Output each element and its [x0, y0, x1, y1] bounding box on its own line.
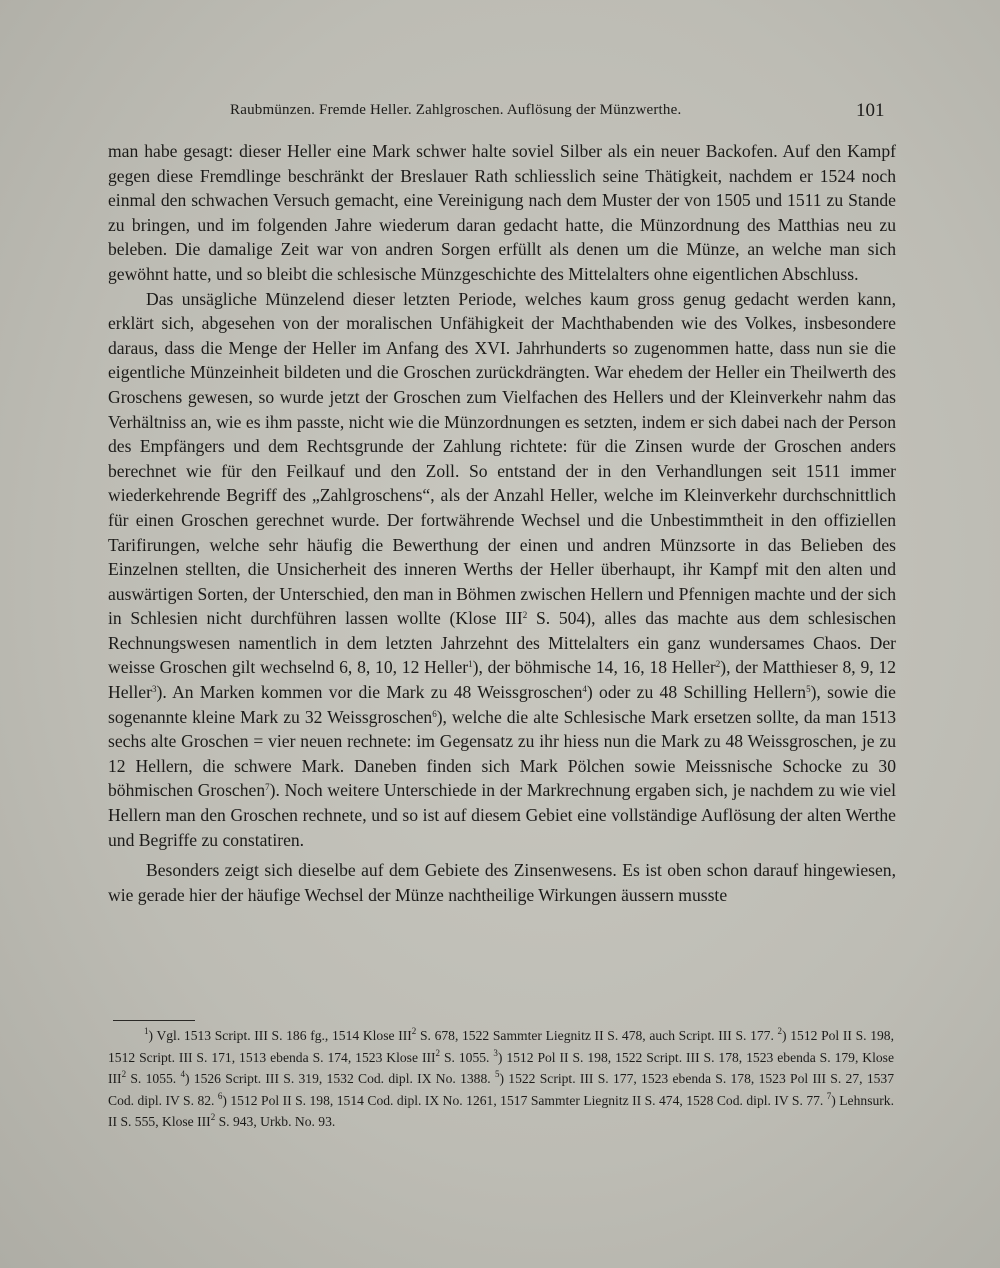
- paragraph-2-text: ). Noch weitere Unterschiede in der Markrechnung ergaben sich, je nachdem zu wie viel Hellern man den Groschen rechnete, und so ist auf diesem Gebiet eine vollständige Auflösung der alten Werthe und Begriffe zu constatiren.: [108, 780, 896, 850]
- footnote-5: ) 1522 Script. III S. 177, 1523 ebenda S. 178, 1523 Pol III S. 27, 1537 Cod. dipl. IV S. 82.: [108, 1071, 895, 1108]
- footnote-7: ) Lehnsurk. II S. 555, Klose III: [108, 1092, 894, 1130]
- footnote-2: ) 1512 Pol II S. 198, 1512 Script. III S. 171, 1513 ebenda S. 174, 1523 Klose III: [108, 1028, 894, 1065]
- paragraph-2-text: ), welche die alte Schlesische Mark ersetzen sollte, da man 1513 sechs alte Groschen = vier neuen rechnete: im Gegensatz zu ihr hiess nun die Mark zu 48 Weissgroschen, je zu 12 Hellern, die schwere Mark. Daneben finden sich Mark Pölchen sowie Meissnische Schocke zu 30 böhmischen Groschen: [108, 706, 896, 801]
- paragraph-2: [108, 287, 896, 853]
- paragraph-2-text: ), sowie die sogenannte kleine Mark zu 32 Weissgroschen: [108, 682, 896, 727]
- footnote-7-cont: S. 943, Urkb. No. 93.: [215, 1114, 336, 1130]
- paragraph-1: man habe gesagt: dieser Heller eine Mark schwer halte soviel Silber als ein neuer Backofen. Auf den Kampf gegen diese Fremdlinge beschränkt der Breslauer Rath schliesslich seine Thätigkeit, nachdem er 1524 noch einmal den schwachen Versuch gemacht, eine Vereinigung nach dem Muster der von 1505 und 1511 zu Stande zu bringen, und im folgenden Jahre wiederum daran gedacht hatte, die Münzordnung des Matthias neu zu beleben. Die damalige Zeit war von andren Sorgen erfüllt als denen um die Münze, an welche man sich gewöhnt hatte, und so bleibt die schlesische Münzgeschichte des Mittelalters ohne eigentlichen Abschluss.: [108, 141, 896, 284]
- page-number: 101: [856, 100, 885, 121]
- footnote-1: ) Vgl. 1513 Script. III S. 186 fg., 1514 Klose III: [148, 1028, 412, 1043]
- footnote-4: ) 1526 Script. III S. 319, 1532 Cod. dipl. IX No. 1388.: [184, 1071, 495, 1087]
- superscript-edition: 2: [435, 1047, 441, 1058]
- footnote-3: ) 1512 Pol II S. 198, 1522 Script. III S. 178, 1523 ebenda S. 179, Klose III: [108, 1049, 894, 1087]
- main-text: [108, 139, 896, 907]
- paragraph-2-text: S. 504), alles das machte aus dem schlesischen Rechnungswesen namentlich in dem letzten Jahrzehnt des Mittelalters ein ganz wundersames Chaos. Der weisse Groschen gilt wechselnd 6, 8, 10, 12 Heller: [108, 608, 896, 678]
- footnote-ref-2[interactable]: 2: [715, 659, 721, 670]
- superscript-edition: 2: [522, 610, 528, 621]
- footnote-ref-1[interactable]: 1: [468, 659, 473, 670]
- footnote-divider: [113, 1020, 195, 1021]
- paragraph-2-text: ), der böhmische 14, 16, 18 Heller: [472, 657, 716, 678]
- superscript-edition: 2: [210, 1112, 216, 1123]
- paragraph-2-text: ). An Marken kommen vor die Mark zu 48 Weissgroschen: [156, 682, 583, 703]
- footnote-marker-1: 1: [144, 1026, 149, 1036]
- paragraph-2-text: ), der Matthieser 8, 9, 12 Heller: [108, 657, 897, 703]
- footnote-marker-2: 2: [777, 1026, 783, 1036]
- superscript-edition: 2: [411, 1026, 417, 1036]
- footnotes: [108, 1025, 894, 1133]
- footnote-ref-7[interactable]: 7: [265, 782, 270, 793]
- paragraph-2-text: ) oder zu 48 Schilling Hellern: [586, 682, 807, 703]
- footnote-ref-3[interactable]: 3: [151, 684, 157, 695]
- running-title: Raubmünzen. Fremde Heller. Zahlgroschen. Auflösung der Münzwerthe.: [230, 102, 682, 118]
- footnote-ref-5[interactable]: 5: [806, 684, 811, 695]
- footnote-marker-5: 5: [494, 1069, 500, 1080]
- footnote-marker-7: 7: [826, 1090, 832, 1101]
- footnote-ref-6[interactable]: 6: [432, 708, 437, 719]
- footnote-ref-4[interactable]: 4: [582, 684, 587, 695]
- paragraph-3: Besonders zeigt sich dieselbe auf dem Gebiete des Zinsenwesens. Es ist oben schon darauf hingewiesen, wie gerade hier der häufige Wechsel der Münze nachtheilige Wirkungen äussern musste: [108, 860, 896, 905]
- footnote-marker-4: 4: [180, 1069, 185, 1080]
- footnote-2-cont: S. 1055.: [440, 1049, 494, 1065]
- superscript-edition: 2: [121, 1069, 127, 1080]
- footnote-6: ) 1512 Pol II S. 198, 1514 Cod. dipl. IX No. 1261, 1517 Sammter Liegnitz II S. 474, 1528 Cod. dipl. IV S. 77.: [222, 1092, 827, 1108]
- footnote-3-cont: S. 1055.: [126, 1071, 181, 1087]
- footnote-1-cont: S. 678, 1522 Sammter Liegnitz II S. 478, auch Script. III S. 177.: [416, 1028, 778, 1043]
- footnote-marker-3: 3: [493, 1047, 498, 1058]
- paragraph-2-text: Das unsägliche Münzelend dieser letzten Periode, welches kaum gross genug gedacht werden kann, erklärt sich, abgesehen von der moralischen Unfähigkeit der Machthabenden wie des Volkes, insbesondere daraus, dass die Menge der Heller im Anfang des XVI. Jahrhunderts so zugenommen hatte, dass nun sie die eigentliche Münzeinheit bildeten und die Groschen zurückdrängten. War ehedem der Heller ein Theilwerth des Groschens gewesen, so wurde jetzt der Groschen zum Vielfachen des Hellers und der Kleinverkehr nahm das Verhältniss an, wie es ihm passte, nicht wie die Münzordnungen es setzten, indem er sich dabei nach der Person des Empfängers und dem Rechtsgrunde der Zahlung richtete: für die Zinsen wurde der Groschen anders berechnet wie für den Feilkauf und den Zoll. So entstand der in den Verhandlungen seit 1511 immer wiederkehrende Begriff des „Zahlgroschens“, als der Anzahl Heller, welche im Kleinverkehr durchschnittlich für einen Groschen gerechnet wurde. Der fortwährende Wechsel und die Unbestimmtheit in den offiziellen Tarifirungen, welche sehr häufig die Bewerthung der einen und andren Münzsorte in das Belieben des Einzelnen stellten, die Unsicherheit des inneren Werths der Heller überhaupt, ihr Kampf mit den alten und auswärtigen Sorten, der Unterschied, den man in Böhmen zwischen Hellern und Pfennigen machte und der sich in Schlesien nicht durchführen lassen wollte (Klose III: [108, 288, 896, 629]
- footnote-block: [108, 1025, 894, 1133]
- footnote-marker-6: 6: [217, 1090, 223, 1101]
